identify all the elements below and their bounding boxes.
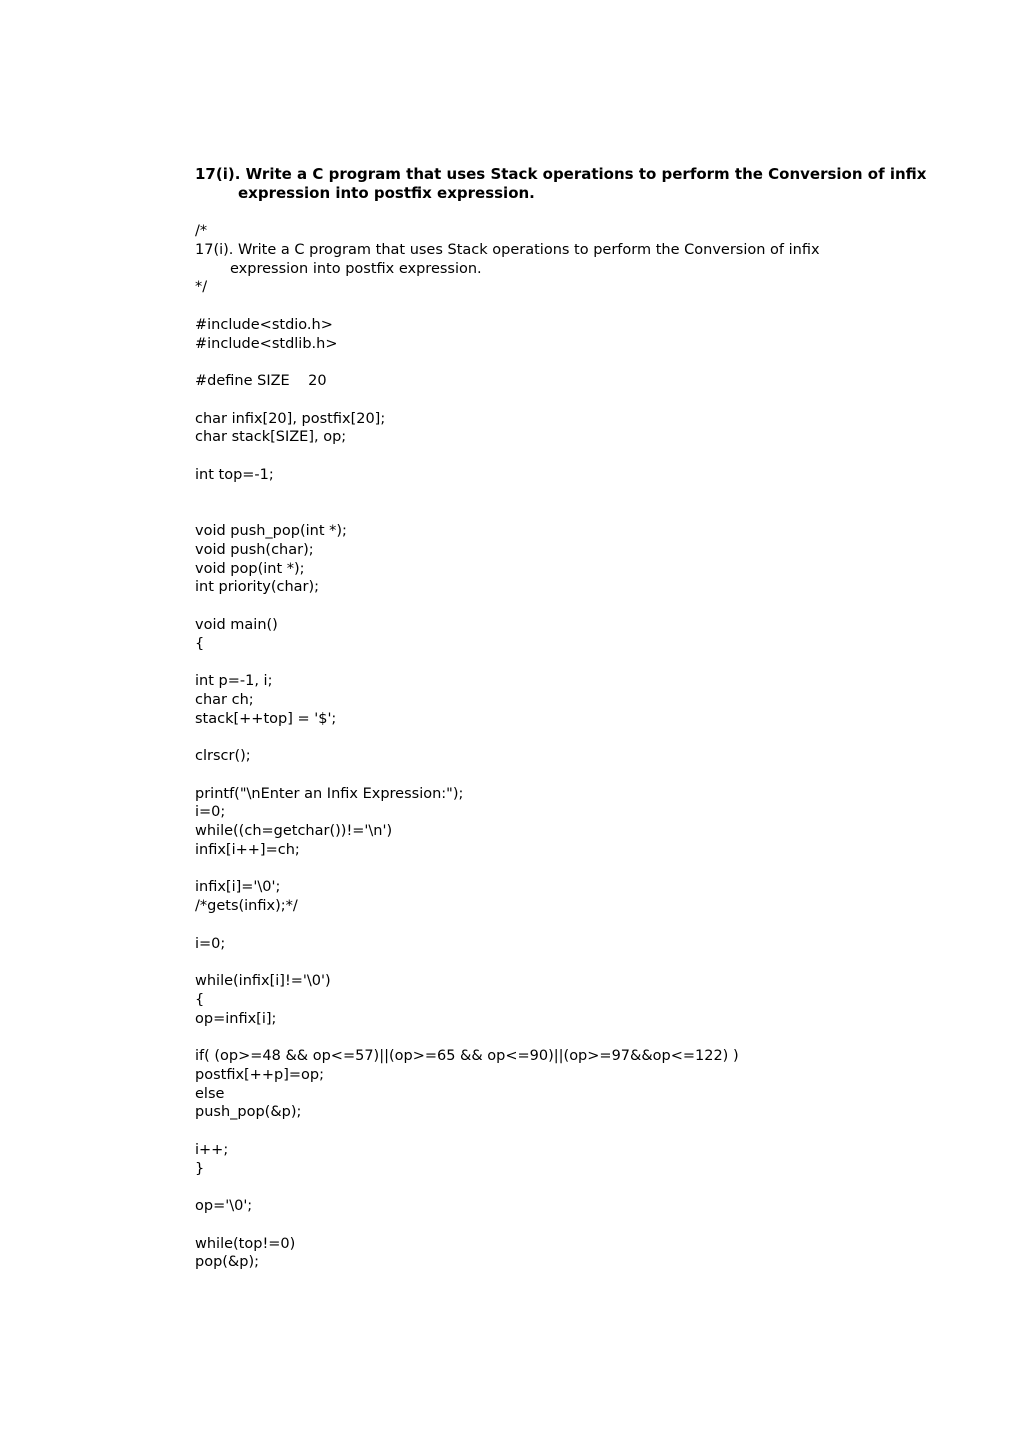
code-line [195,766,975,785]
code-line: if( (op>=48 && op<=57)||(op>=65 && op<=90)||(op>=97&&op<=122) ) [195,1048,739,1064]
code-line: char ch; [195,691,254,708]
code-line: op=infix[i]; [195,1010,277,1027]
code-line: int p=-1, i; [195,673,273,689]
code-line: char infix[20], postfix[20]; [195,410,386,427]
code-line: postfix[++p]=op; [195,1066,324,1083]
code-line [195,1216,975,1235]
code-line [195,728,975,747]
code-line [195,1178,975,1197]
code-line: infix[i++]=ch; [195,841,300,858]
heading-line-1: 17(i). Write a C program that uses Stack operations to perform the Conversion of infix [195,165,927,183]
code-line [195,503,975,522]
code-line: /*gets(infix);*/ [195,898,298,914]
code-line [195,653,975,672]
code-line: } [195,1160,205,1177]
code-line: op='\0'; [195,1198,253,1214]
code-line: void main() [195,616,278,633]
code-line [195,297,975,316]
code-line [195,485,975,504]
code-line: i=0; [195,935,226,952]
code-line: /* [195,223,208,239]
code-line: while((ch=getchar())!='\n') [195,823,393,839]
code-line: { [195,991,205,1008]
code-line [195,391,975,410]
code-line: char stack[SIZE], op; [195,429,347,446]
code-line [195,916,975,935]
code-line: #include<stdio.h> [195,316,333,333]
code-line: stack[++top] = '$'; [195,710,337,727]
code-line: clrscr(); [195,748,251,764]
code-line: else [195,1085,225,1102]
section-heading [195,165,955,203]
code-line: infix[i]='\0'; [195,879,281,896]
code-line: #include<stdlib.h> [195,335,338,352]
code-line: int top=-1; [195,466,274,483]
code-line: i=0; [195,804,226,821]
code-line [195,353,975,372]
code-line: while(top!=0) [195,1235,296,1252]
code-line: 17(i). Write a C program that uses Stack operations to perform the Conversion of infix [195,241,820,258]
code-line [195,597,975,616]
code-line: */ [195,279,208,296]
heading-line-2: expression into postfix expression. [238,184,535,202]
code-line [195,953,975,972]
code-line: pop(&p); [195,1254,259,1271]
code-line: #define SIZE 20 [195,373,327,389]
code-line [195,1122,975,1141]
code-line: int priority(char); [195,579,320,596]
code-line: while(infix[i]!='\0') [195,973,331,989]
code-line [195,447,975,466]
code-listing [195,222,975,1272]
code-line: void push(char); [195,541,314,558]
code-line: expression into postfix expression. [230,260,482,277]
code-line: push_pop(&p); [195,1104,302,1121]
code-line: void push_pop(int *); [195,523,347,539]
code-line: i++; [195,1141,229,1158]
code-line: printf("\nEnter an Infix Expression:"); [195,785,464,802]
code-line [195,860,975,879]
code-line [195,1028,975,1047]
code-line: void pop(int *); [195,560,305,577]
code-line: { [195,635,205,652]
